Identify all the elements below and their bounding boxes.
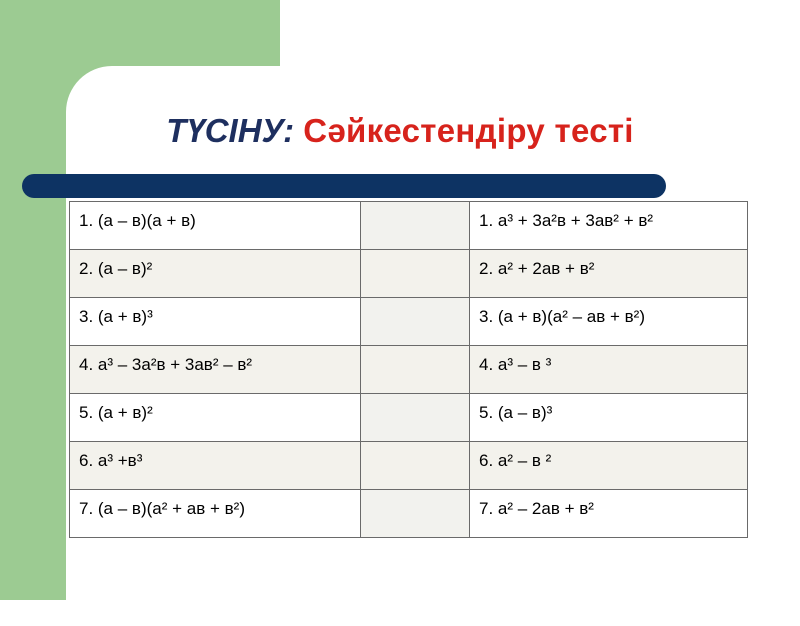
answer-cell [361,490,470,538]
left-expression: 2. (а – в)² [70,250,361,298]
title-underline-bar [22,174,666,198]
right-expression: 3. (а + в)(а² – ав + в²) [470,298,748,346]
left-expression: 1. (а – в)(а + в) [70,202,361,250]
table-row [70,394,748,442]
left-expression: 7. (а – в)(а² + ав + в²) [70,490,361,538]
table-row [70,346,748,394]
answer-cell [361,346,470,394]
table-row [70,202,748,250]
right-expression: 5. (а – в)³ [470,394,748,442]
right-expression: 1. а³ + 3а²в + 3ав² + в² [470,202,748,250]
left-expression: 5. (а + в)² [70,394,361,442]
table-row [70,298,748,346]
title-prefix: ТҮСІНУ: [166,112,295,149]
title-main: Сәйкестендіру тесті [303,112,634,149]
left-expression: 6. а³ +в³ [70,442,361,490]
table-row [70,442,748,490]
right-expression: 6. а² – в ² [470,442,748,490]
right-expression: 7. а² – 2ав + в² [470,490,748,538]
left-expression: 3. (а + в)³ [70,298,361,346]
answer-cell [361,394,470,442]
right-expression: 4. а³ – в ³ [470,346,748,394]
answer-cell [361,298,470,346]
matching-table [69,201,748,538]
right-expression: 2. а² + 2ав + в² [470,250,748,298]
table-row [70,490,748,538]
slide-title [0,112,800,150]
answer-cell [361,442,470,490]
answer-cell [361,250,470,298]
table-row [70,250,748,298]
left-expression: 4. а³ – 3а²в + 3ав² – в² [70,346,361,394]
answer-cell [361,202,470,250]
